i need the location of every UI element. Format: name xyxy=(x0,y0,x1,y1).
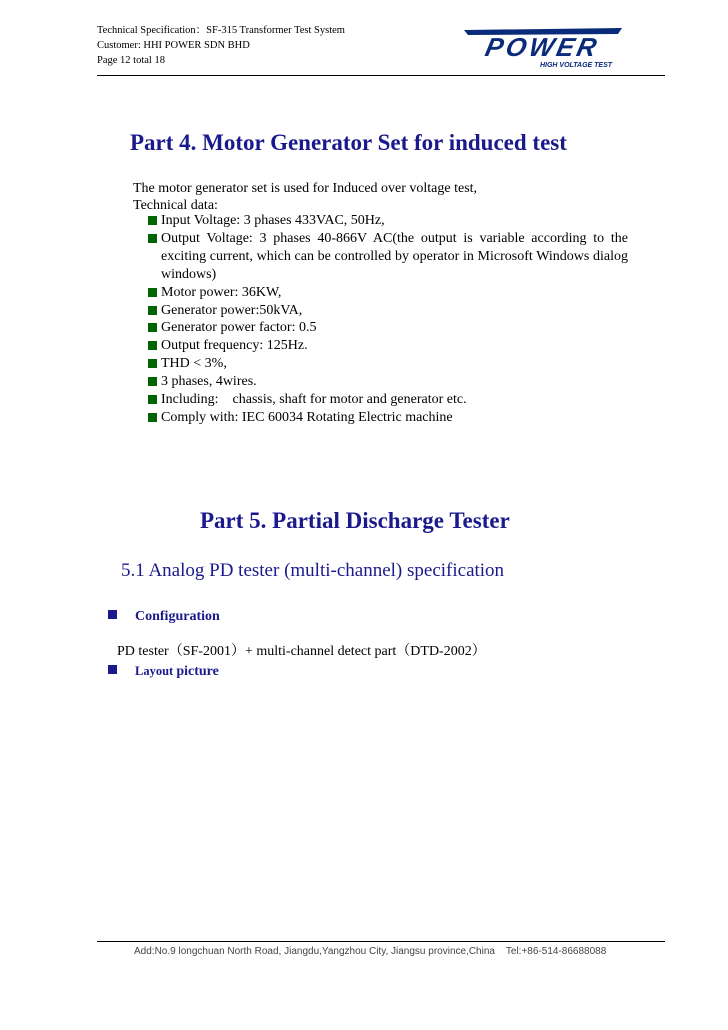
list-item: Generator power factor: 0.5 xyxy=(148,319,628,337)
part5-heading: Part 5. Partial Discharge Tester xyxy=(200,508,510,533)
section-5-1-heading: 5.1 Analog PD tester (multi-channel) specification xyxy=(121,560,505,581)
list-item: Output Voltage: 3 phases 40-866V AC(the output is variable according to the exciting current, which can be controlled by operator in Microsoft Windows dialog windows) xyxy=(148,230,628,284)
list-item: Generator power:50kVA, xyxy=(148,302,628,320)
header-page-line: Page 12 total 18 xyxy=(97,55,165,66)
bullet-square-icon xyxy=(148,216,157,225)
list-item: Comply with: IEC 60034 Rotating Electric machine xyxy=(148,409,628,427)
header-customer-line: Customer: HHI POWER SDN BHD xyxy=(97,40,250,51)
bullet-square-icon xyxy=(148,413,157,422)
header-spec-line: Technical Specification：SF-315 Transformer Test System xyxy=(97,25,345,36)
list-item: 3 phases, 4wires. xyxy=(148,373,628,391)
bullet-square-icon xyxy=(148,234,157,243)
list-item: Including: chassis, shaft for motor and generator etc. xyxy=(148,391,628,409)
list-item: Motor power: 36KW, xyxy=(148,284,628,302)
bullet-square-icon xyxy=(148,306,157,315)
list-item: THD < 3%, xyxy=(148,355,628,373)
header-divider xyxy=(97,75,665,76)
part4-heading: Part 4. Motor Generator Set for induced test xyxy=(130,130,567,155)
bullet-square-icon xyxy=(148,341,157,350)
bullet-square-icon xyxy=(108,665,117,674)
layout-picture-heading: Layout picture xyxy=(108,664,219,680)
bullet-square-icon xyxy=(148,395,157,404)
logo-tagline-text: HIGH VOLTAGE TEST xyxy=(539,62,613,69)
list-item: Input Voltage: 3 phases 433VAC, 50Hz, xyxy=(148,212,628,230)
technical-data-list xyxy=(148,212,628,427)
footer-divider xyxy=(97,941,665,942)
power-logo xyxy=(458,26,626,70)
bullet-square-icon xyxy=(108,610,117,619)
bullet-square-icon xyxy=(148,377,157,386)
bullet-square-icon xyxy=(148,359,157,368)
configuration-text: PD tester（SF-2001）+ multi-channel detect part（DTD-2002） xyxy=(117,644,486,659)
part4-intro: The motor generator set is used for Induced over voltage test, xyxy=(133,181,478,196)
list-item: Output frequency: 125Hz. xyxy=(148,337,628,355)
bullet-square-icon xyxy=(148,323,157,332)
technical-data-label: Technical data: xyxy=(133,198,218,213)
logo-brand-text: POWER xyxy=(482,32,603,62)
footer-address: Add:No.9 longchuan North Road, Jiangdu,Yangzhou City, Jiangsu province,China Tel:+86-514-86688088 xyxy=(134,946,607,957)
bullet-square-icon xyxy=(148,288,157,297)
page-header xyxy=(97,23,345,68)
configuration-heading: Configuration xyxy=(108,609,220,625)
